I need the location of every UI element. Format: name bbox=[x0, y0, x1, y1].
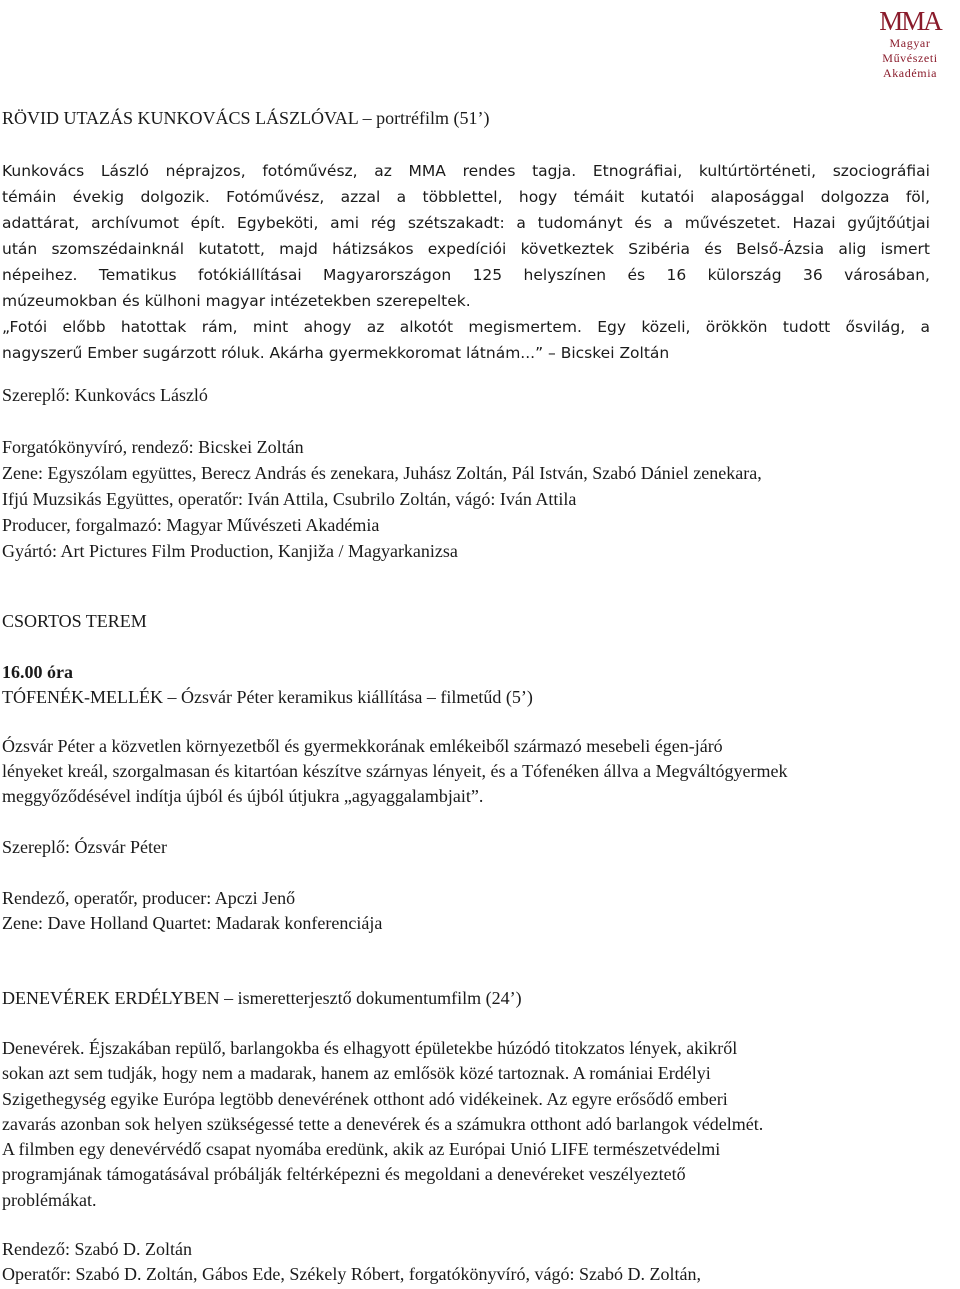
film3-credit-line: Operatőr: Szabó D. Zoltán, Gábos Ede, Székely Róbert, forgatókönyvíró, vágó: Szabó D. Zoltán, bbox=[2, 1264, 702, 1284]
film1-desc-line: nagyszerű Ember sugárzott róluk. Akárha gyermekkoromat látnám...” – Bicskei Zoltán bbox=[2, 344, 670, 362]
film2-desc-line: meggyőződésével indítja újból és újból útjukra „agyaggalambjait”. bbox=[2, 786, 484, 806]
film1-cast: Szereplő: Kunkovács László bbox=[2, 385, 208, 405]
film1-desc-line: népeihez. Tematikus fotókiállításai Magyarországon 125 helyszínen és 16 külország 36 városában, bbox=[2, 266, 930, 284]
film1-desc-line: Kunkovács László néprajzos, fotóművész, az MMA rendes tagja. Etnográfiai, kultúrtörténeti, szociográfiai bbox=[2, 162, 930, 180]
film3-credit-line: Rendező: Szabó D. Zoltán bbox=[2, 1239, 192, 1259]
logo-mark: MMA bbox=[879, 6, 941, 36]
film1-credit-line: Ifjú Muzsikás Együttes, operatőr: Iván Attila, Csubrilo Zoltán, vágó: Iván Attila bbox=[2, 489, 577, 509]
room-heading: CSORTOS TEREM bbox=[2, 611, 147, 631]
film2-cast: Szereplő: Ózsvár Péter bbox=[2, 837, 167, 857]
time-heading: 16.00 óra bbox=[2, 662, 73, 682]
mma-logo bbox=[870, 6, 950, 81]
film3-desc-line: Denevérek. Éjszakában repülő, barlangokba és elhagyott épületekbe húzódó titokzatos lények, akikről bbox=[2, 1038, 738, 1058]
film1-desc-line: témáin évekig dolgozik. Fotóművész, azzal a többlettel, hogy témáit kutatói alaposággal dolgozza föl, bbox=[2, 188, 930, 206]
film3-desc-line: Szigethegység egyike Európa legtöbb denevérének otthont adó vidékeinek. Az egyre erősődő emberi bbox=[2, 1088, 728, 1109]
film3-desc-line: sokan azt sem tudják, hogy nem a madarak, hanem az emlősök közé tartoznak. A romániai Erdélyi bbox=[2, 1063, 711, 1084]
film2-desc-line: Ózsvár Péter a közvetlen környezetből és gyermekkorának emlékeiből származó mesebeli égen-járó bbox=[2, 736, 723, 756]
film1-desc-line: „Fotói előbb hatottak rám, mint ahogy az alkotót megismertem. Egy közeli, örökkön tudott ősvilág, a bbox=[2, 318, 930, 336]
film1-title: RÖVID UTAZÁS KUNKOVÁCS LÁSZLÓVAL – portréfilm (51’) bbox=[2, 108, 490, 128]
film3-desc-line: A filmben egy denevérvédő csapat nyomába eredünk, akik az Európai Unió LIFE természetvédelmi bbox=[2, 1139, 721, 1160]
film2-credit-line: Zene: Dave Holland Quartet: Madarak konferenciája bbox=[2, 913, 383, 933]
film3-description bbox=[2, 1036, 930, 1213]
film1-desc-line: múzeumokban és külhoni magyar intézetekben szerepeltek. bbox=[2, 292, 471, 310]
film2-credits bbox=[2, 886, 932, 936]
film1-credit-line: Producer, forgalmazó: Magyar Művészeti Akadémia bbox=[2, 515, 380, 535]
film3-title: DENEVÉREK ERDÉLYBEN – ismeretterjesztő dokumentumfilm (24’) bbox=[2, 988, 522, 1008]
film2-credit-line: Rendező, operatőr, producer: Apczi Jenő bbox=[2, 888, 296, 908]
film1-credits bbox=[2, 434, 932, 564]
logo-line-1: Magyar bbox=[889, 36, 931, 50]
logo-line-3: Akadémia bbox=[882, 66, 938, 80]
film3-desc-line: problémákat. bbox=[2, 1189, 97, 1210]
film1-description bbox=[2, 158, 930, 366]
film3-desc-line: zavarás azonban sok helyen szükségessé tette a denevérek és a számukra otthont adó barlangok védelmét. bbox=[2, 1113, 764, 1134]
logo-line-2: Művészeti bbox=[882, 51, 938, 65]
film1-credit-line: Zene: Egyszólam együttes, Berecz András és zenekara, Juhász Zoltán, Pál István, Szabó Dániel zenekara, bbox=[2, 463, 762, 483]
film1-credit-line: Forgatókönyvíró, rendező: Bicskei Zoltán bbox=[2, 437, 304, 457]
film2-desc-line: lényeket kreál, szorgalmasan és kitartóan készítve szárnyas lényeit, és a Tófenéken állva a Megváltógyermek bbox=[2, 761, 788, 781]
film2-title: TÓFENÉK-MELLÉK – Ózsvár Péter keramikus kiállítása – filmetűd (5’) bbox=[2, 687, 533, 707]
film3-desc-line: programjának támogatásával próbálják feltérképezni és megoldani a denevéreket veszélyeztető bbox=[2, 1164, 686, 1185]
film1-desc-line: adattárat, archívumot épít. Egybeköti, ami rég szétszakadt: a tudományt és a művészetet. Hazai gyűjtőútjai bbox=[2, 214, 930, 232]
film2-description bbox=[2, 734, 930, 809]
film1-credit-line: Gyártó: Art Pictures Film Production, Kanjiža / Magyarkanizsa bbox=[2, 541, 458, 561]
film1-desc-line: után szomszédainknál kutatott, majd hátizsákos expedíciói következtek Szibéria és Belső-Ázsia alig ismert bbox=[2, 240, 930, 258]
film3-credits bbox=[2, 1237, 932, 1287]
